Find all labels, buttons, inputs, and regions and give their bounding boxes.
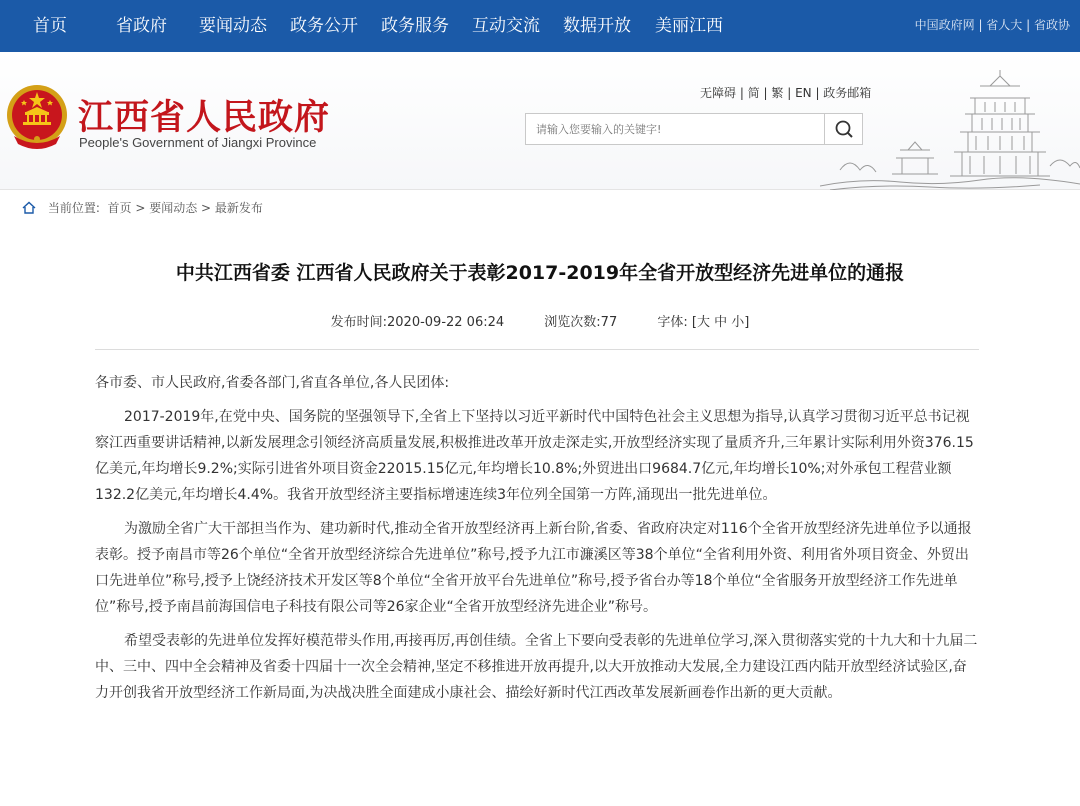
link-accessibility[interactable]: 无障碍 [700, 86, 737, 100]
home-icon [22, 201, 36, 214]
site-header [0, 52, 1080, 190]
external-links: 中国政府网 | 省人大 | 省政协 [914, 18, 1070, 32]
link-traditional[interactable]: 繁 [771, 86, 784, 100]
article-body [95, 370, 979, 714]
search-input[interactable] [526, 114, 824, 144]
article-meta [0, 311, 1080, 330]
top-nav [0, 0, 1080, 52]
tengwang-pavilion-illustration [820, 66, 1080, 190]
breadcrumb-latest[interactable]: 最新发布 [214, 201, 263, 215]
nav-item-news[interactable]: 要闻动态 [199, 16, 267, 36]
link-gov-mailbox[interactable]: 政务邮箱 [823, 86, 872, 100]
nav-item-interaction[interactable]: 互动交流 [472, 16, 540, 36]
article-title: 中共江西省委 江西省人民政府关于表彰2017-2019年全省开放型经济先进单位的通报 [175, 262, 905, 284]
paragraph: 2017-2019年,在党中央、国务院的坚强领导下,全省上下坚持以习近平新时代中国特色社会主义思想为指导,认真学习贯彻习近平总书记视察江西重要讲话精神,以新发展理念引领经济高质量发展,积极推进改革开放走深走实,开放型经济实现了量质齐升,三年累计实际利用外资376.15亿美元,年均增长9.2%;实际引进省外项目资金22015.15亿元,年均增长10.8%;外贸进出口9684.7亿元,年均增长10%;对外承包工程营业额132.2亿美元,年均增长4.4%。我省开放型经济主要指标增速连续3年位列全国第一方阵,涌现出一批先进单位。 [95, 409, 974, 503]
link-simplified[interactable]: 简 [747, 86, 760, 100]
link-provincial-congress[interactable]: 省人大 [986, 18, 1023, 32]
nav-item-open-data[interactable]: 数据开放 [563, 16, 631, 36]
salutation: 各市委、市人民政府,省委各部门,省直各单位,各人民团体: [95, 375, 450, 391]
link-provincial-cppcc[interactable]: 省政协 [1033, 18, 1070, 32]
breadcrumb-label: 当前位置: [47, 201, 100, 215]
publish-time: 发布时间:2020-09-22 06:24 [330, 315, 505, 330]
nav-item-beautiful-jiangxi[interactable]: 美丽江西 [655, 16, 723, 36]
link-english[interactable]: EN [795, 86, 812, 100]
utility-links: 无障碍 | 简 | 繁 | EN | 政务邮箱 [700, 86, 872, 100]
font-size-medium[interactable]: 中 [714, 315, 728, 330]
paragraph: 为激励全省广大干部担当作为、建功新时代,推动全省开放型经济再上新台阶,省委、省政府决定对116个全省开放型经济先进单位予以通报表彰。授予南昌市等26个单位“全省开放型经济综合先进单位”称号,授予九江市濂溪区等38个单位“全省利用外资、利用省外项目资金、外贸出口先进单位”称号,授予上饶经济技术开发区等8个单位“全省开放平台先进单位”称号,授予省台办等18个单位“全省服务开放型经济工作先进单位”称号,授予南昌前海国信电子科技有限公司等26家企业“全省开放型经济先进企业”称号。 [95, 521, 972, 615]
nav-item-home[interactable]: 首页 [33, 16, 67, 36]
divider [95, 349, 979, 350]
site-subtitle: People's Government of Jiangxi Province [79, 135, 317, 150]
nav-item-gov-affairs-open[interactable]: 政务公开 [290, 16, 358, 36]
font-size-large[interactable]: [大 [691, 315, 710, 330]
link-china-gov[interactable]: 中国政府网 [914, 18, 975, 32]
view-count: 浏览次数:77 [544, 315, 618, 330]
nav-item-gov-services[interactable]: 政务服务 [381, 16, 449, 36]
font-size-control [657, 315, 749, 330]
breadcrumb-home[interactable]: 首页 [107, 201, 132, 215]
site-title: 江西省人民政府 [78, 97, 331, 138]
breadcrumb: 当前位置: 首页 > 要闻动态 > 最新发布 [22, 200, 263, 216]
font-size-small[interactable]: 小] [731, 315, 750, 330]
nav-item-provincial-gov[interactable]: 省政府 [116, 16, 167, 36]
breadcrumb-news[interactable]: 要闻动态 [149, 201, 198, 215]
font-size-label: 字体: [657, 315, 688, 330]
national-emblem-icon [4, 82, 70, 152]
paragraph: 希望受表彰的先进单位发挥好模范带头作用,再接再厉,再创佳绩。全省上下要向受表彰的先进单位学习,深入贯彻落实党的十九大和十九届二中、三中、四中全会精神及省委十四届十一次全会精神,坚定不移推进开放再提升,以大开放推动大发展,全力建设江西内陆开放型经济试验区,奋力开创我省开放型经济工作新局面,为决战决胜全面建成小康社会、描绘好新时代江西改革发展新画卷作出新的更大贡献。 [95, 633, 978, 701]
search-box [525, 113, 863, 145]
